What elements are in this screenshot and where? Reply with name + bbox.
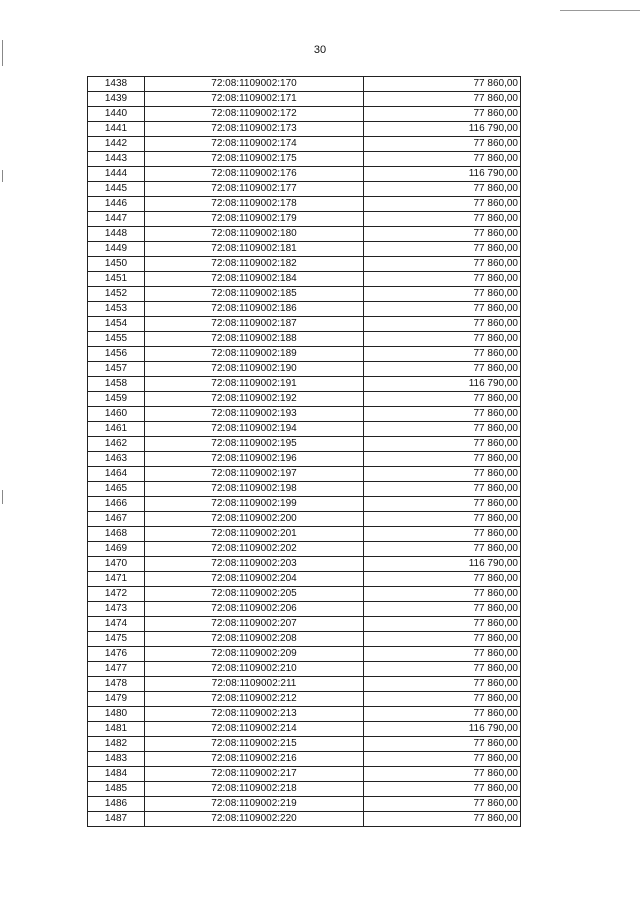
table-row (88, 107, 521, 122)
table-row (88, 182, 521, 197)
cadastral-number-cell: 72:08:1109002:186 (145, 302, 364, 317)
value-cell: 116 790,00 (364, 167, 521, 182)
table-row (88, 212, 521, 227)
row-number-cell: 1482 (88, 737, 145, 752)
value-cell: 77 860,00 (364, 212, 521, 227)
row-number-cell: 1460 (88, 407, 145, 422)
cadastral-number-cell: 72:08:1109002:196 (145, 452, 364, 467)
cadastral-number-cell: 72:08:1109002:170 (145, 77, 364, 92)
row-number-cell: 1464 (88, 467, 145, 482)
cadastral-number-cell: 72:08:1109002:219 (145, 797, 364, 812)
scan-margin-mark (2, 170, 3, 182)
cadastral-number-cell: 72:08:1109002:220 (145, 812, 364, 827)
cadastral-number-cell: 72:08:1109002:200 (145, 512, 364, 527)
value-cell: 77 860,00 (364, 527, 521, 542)
value-cell: 77 860,00 (364, 782, 521, 797)
value-cell: 116 790,00 (364, 377, 521, 392)
cadastral-number-cell: 72:08:1109002:205 (145, 587, 364, 602)
value-cell: 77 860,00 (364, 452, 521, 467)
cadastral-number-cell: 72:08:1109002:201 (145, 527, 364, 542)
row-number-cell: 1474 (88, 617, 145, 632)
cadastral-number-cell: 72:08:1109002:180 (145, 227, 364, 242)
table-row (88, 377, 521, 392)
cadastral-number-cell: 72:08:1109002:178 (145, 197, 364, 212)
row-number-cell: 1458 (88, 377, 145, 392)
table-row (88, 152, 521, 167)
row-number-cell: 1438 (88, 77, 145, 92)
value-cell: 77 860,00 (364, 467, 521, 482)
cadastral-number-cell: 72:08:1109002:209 (145, 647, 364, 662)
value-cell: 77 860,00 (364, 677, 521, 692)
table-row (88, 92, 521, 107)
row-number-cell: 1486 (88, 797, 145, 812)
table-row (88, 737, 521, 752)
cadastral-number-cell: 72:08:1109002:192 (145, 392, 364, 407)
value-cell: 77 860,00 (364, 302, 521, 317)
cadastral-number-cell: 72:08:1109002:217 (145, 767, 364, 782)
value-cell: 77 860,00 (364, 797, 521, 812)
value-cell: 77 860,00 (364, 587, 521, 602)
table-row (88, 137, 521, 152)
table-row (88, 527, 521, 542)
row-number-cell: 1443 (88, 152, 145, 167)
row-number-cell: 1440 (88, 107, 145, 122)
cadastral-number-cell: 72:08:1109002:190 (145, 362, 364, 377)
table-row (88, 467, 521, 482)
row-number-cell: 1467 (88, 512, 145, 527)
cadastral-number-cell: 72:08:1109002:177 (145, 182, 364, 197)
cadastral-number-cell: 72:08:1109002:182 (145, 257, 364, 272)
value-cell: 77 860,00 (364, 392, 521, 407)
value-cell: 77 860,00 (364, 812, 521, 827)
row-number-cell: 1485 (88, 782, 145, 797)
value-cell: 77 860,00 (364, 287, 521, 302)
row-number-cell: 1483 (88, 752, 145, 767)
row-number-cell: 1487 (88, 812, 145, 827)
table-row (88, 617, 521, 632)
table-row (88, 392, 521, 407)
value-cell: 77 860,00 (364, 332, 521, 347)
value-cell: 77 860,00 (364, 137, 521, 152)
table-row (88, 692, 521, 707)
table-row (88, 572, 521, 587)
cadastral-number-cell: 72:08:1109002:184 (145, 272, 364, 287)
value-cell: 77 860,00 (364, 92, 521, 107)
table-row (88, 482, 521, 497)
value-cell: 77 860,00 (364, 542, 521, 557)
row-number-cell: 1461 (88, 422, 145, 437)
row-number-cell: 1445 (88, 182, 145, 197)
cadastral-number-cell: 72:08:1109002:174 (145, 137, 364, 152)
row-number-cell: 1454 (88, 317, 145, 332)
table-row (88, 812, 521, 827)
value-cell: 77 860,00 (364, 632, 521, 647)
row-number-cell: 1456 (88, 347, 145, 362)
value-cell: 77 860,00 (364, 197, 521, 212)
cadastral-number-cell: 72:08:1109002:189 (145, 347, 364, 362)
row-number-cell: 1444 (88, 167, 145, 182)
value-cell: 77 860,00 (364, 257, 521, 272)
table-row (88, 722, 521, 737)
table-row (88, 122, 521, 137)
cadastral-number-cell: 72:08:1109002:195 (145, 437, 364, 452)
cadastral-number-cell: 72:08:1109002:198 (145, 482, 364, 497)
cadastral-number-cell: 72:08:1109002:208 (145, 632, 364, 647)
cadastral-number-cell: 72:08:1109002:179 (145, 212, 364, 227)
row-number-cell: 1449 (88, 242, 145, 257)
value-cell: 77 860,00 (364, 737, 521, 752)
value-cell: 77 860,00 (364, 512, 521, 527)
cadastral-number-cell: 72:08:1109002:202 (145, 542, 364, 557)
cadastral-number-cell: 72:08:1109002:188 (145, 332, 364, 347)
cadastral-number-cell: 72:08:1109002:213 (145, 707, 364, 722)
row-number-cell: 1479 (88, 692, 145, 707)
row-number-cell: 1453 (88, 302, 145, 317)
row-number-cell: 1451 (88, 272, 145, 287)
table-row (88, 677, 521, 692)
row-number-cell: 1477 (88, 662, 145, 677)
table-row (88, 707, 521, 722)
row-number-cell: 1468 (88, 527, 145, 542)
table-row (88, 587, 521, 602)
row-number-cell: 1473 (88, 602, 145, 617)
table-row (88, 302, 521, 317)
row-number-cell: 1463 (88, 452, 145, 467)
table-row (88, 542, 521, 557)
table-row (88, 197, 521, 212)
cadastral-number-cell: 72:08:1109002:211 (145, 677, 364, 692)
row-number-cell: 1478 (88, 677, 145, 692)
cadastral-number-cell: 72:08:1109002:175 (145, 152, 364, 167)
row-number-cell: 1447 (88, 212, 145, 227)
row-number-cell: 1484 (88, 767, 145, 782)
row-number-cell: 1469 (88, 542, 145, 557)
value-cell: 77 860,00 (364, 242, 521, 257)
table-row (88, 422, 521, 437)
table-row (88, 362, 521, 377)
row-number-cell: 1457 (88, 362, 145, 377)
table-row (88, 557, 521, 572)
cadastral-value-table (87, 76, 521, 827)
row-number-cell: 1455 (88, 332, 145, 347)
cadastral-number-cell: 72:08:1109002:172 (145, 107, 364, 122)
table-row (88, 347, 521, 362)
row-number-cell: 1448 (88, 227, 145, 242)
value-cell: 77 860,00 (364, 752, 521, 767)
table-row (88, 497, 521, 512)
table-body (88, 77, 521, 827)
table-row (88, 512, 521, 527)
table-row (88, 782, 521, 797)
cadastral-number-cell: 72:08:1109002:171 (145, 92, 364, 107)
cadastral-number-cell: 72:08:1109002:185 (145, 287, 364, 302)
table-row (88, 767, 521, 782)
value-cell: 77 860,00 (364, 152, 521, 167)
cadastral-number-cell: 72:08:1109002:218 (145, 782, 364, 797)
cadastral-number-cell: 72:08:1109002:199 (145, 497, 364, 512)
row-number-cell: 1481 (88, 722, 145, 737)
value-cell: 77 860,00 (364, 767, 521, 782)
table-row (88, 167, 521, 182)
cadastral-number-cell: 72:08:1109002:187 (145, 317, 364, 332)
row-number-cell: 1459 (88, 392, 145, 407)
cadastral-number-cell: 72:08:1109002:181 (145, 242, 364, 257)
table-row (88, 242, 521, 257)
row-number-cell: 1470 (88, 557, 145, 572)
scan-edge-line (560, 10, 640, 11)
cadastral-number-cell: 72:08:1109002:207 (145, 617, 364, 632)
table-row (88, 257, 521, 272)
row-number-cell: 1450 (88, 257, 145, 272)
row-number-cell: 1471 (88, 572, 145, 587)
table-row (88, 332, 521, 347)
value-cell: 77 860,00 (364, 647, 521, 662)
cadastral-number-cell: 72:08:1109002:215 (145, 737, 364, 752)
table-row (88, 632, 521, 647)
value-cell: 77 860,00 (364, 497, 521, 512)
row-number-cell: 1441 (88, 122, 145, 137)
cadastral-number-cell: 72:08:1109002:214 (145, 722, 364, 737)
value-cell: 77 860,00 (364, 602, 521, 617)
cadastral-number-cell: 72:08:1109002:216 (145, 752, 364, 767)
table-row (88, 272, 521, 287)
row-number-cell: 1476 (88, 647, 145, 662)
page-number: 30 (313, 44, 327, 56)
cadastral-number-cell: 72:08:1109002:191 (145, 377, 364, 392)
cadastral-number-cell: 72:08:1109002:203 (145, 557, 364, 572)
value-cell: 77 860,00 (364, 77, 521, 92)
value-cell: 77 860,00 (364, 362, 521, 377)
cadastral-number-cell: 72:08:1109002:176 (145, 167, 364, 182)
table-row (88, 752, 521, 767)
cadastral-number-cell: 72:08:1109002:173 (145, 122, 364, 137)
row-number-cell: 1439 (88, 92, 145, 107)
value-cell: 77 860,00 (364, 182, 521, 197)
table-row (88, 452, 521, 467)
row-number-cell: 1475 (88, 632, 145, 647)
row-number-cell: 1462 (88, 437, 145, 452)
cadastral-number-cell: 72:08:1109002:193 (145, 407, 364, 422)
row-number-cell: 1466 (88, 497, 145, 512)
row-number-cell: 1472 (88, 587, 145, 602)
row-number-cell: 1465 (88, 482, 145, 497)
cadastral-number-cell: 72:08:1109002:194 (145, 422, 364, 437)
table-row (88, 287, 521, 302)
table-row (88, 317, 521, 332)
row-number-cell: 1446 (88, 197, 145, 212)
cadastral-number-cell: 72:08:1109002:212 (145, 692, 364, 707)
table-row (88, 662, 521, 677)
table-row (88, 797, 521, 812)
value-cell: 116 790,00 (364, 122, 521, 137)
value-cell: 116 790,00 (364, 557, 521, 572)
value-cell: 77 860,00 (364, 617, 521, 632)
value-cell: 116 790,00 (364, 722, 521, 737)
table-row (88, 437, 521, 452)
value-cell: 77 860,00 (364, 107, 521, 122)
cadastral-number-cell: 72:08:1109002:204 (145, 572, 364, 587)
table-row (88, 77, 521, 92)
table-row (88, 407, 521, 422)
row-number-cell: 1480 (88, 707, 145, 722)
cadastral-number-cell: 72:08:1109002:197 (145, 467, 364, 482)
value-cell: 77 860,00 (364, 422, 521, 437)
cadastral-number-cell: 72:08:1109002:206 (145, 602, 364, 617)
row-number-cell: 1442 (88, 137, 145, 152)
table-row (88, 227, 521, 242)
value-cell: 77 860,00 (364, 662, 521, 677)
table-row (88, 647, 521, 662)
value-cell: 77 860,00 (364, 272, 521, 287)
scan-margin-mark (2, 490, 3, 504)
value-cell: 77 860,00 (364, 482, 521, 497)
table-row (88, 602, 521, 617)
value-cell: 77 860,00 (364, 692, 521, 707)
value-cell: 77 860,00 (364, 407, 521, 422)
value-cell: 77 860,00 (364, 572, 521, 587)
value-cell: 77 860,00 (364, 437, 521, 452)
value-cell: 77 860,00 (364, 227, 521, 242)
value-cell: 77 860,00 (364, 347, 521, 362)
value-cell: 77 860,00 (364, 707, 521, 722)
row-number-cell: 1452 (88, 287, 145, 302)
cadastral-number-cell: 72:08:1109002:210 (145, 662, 364, 677)
value-cell: 77 860,00 (364, 317, 521, 332)
